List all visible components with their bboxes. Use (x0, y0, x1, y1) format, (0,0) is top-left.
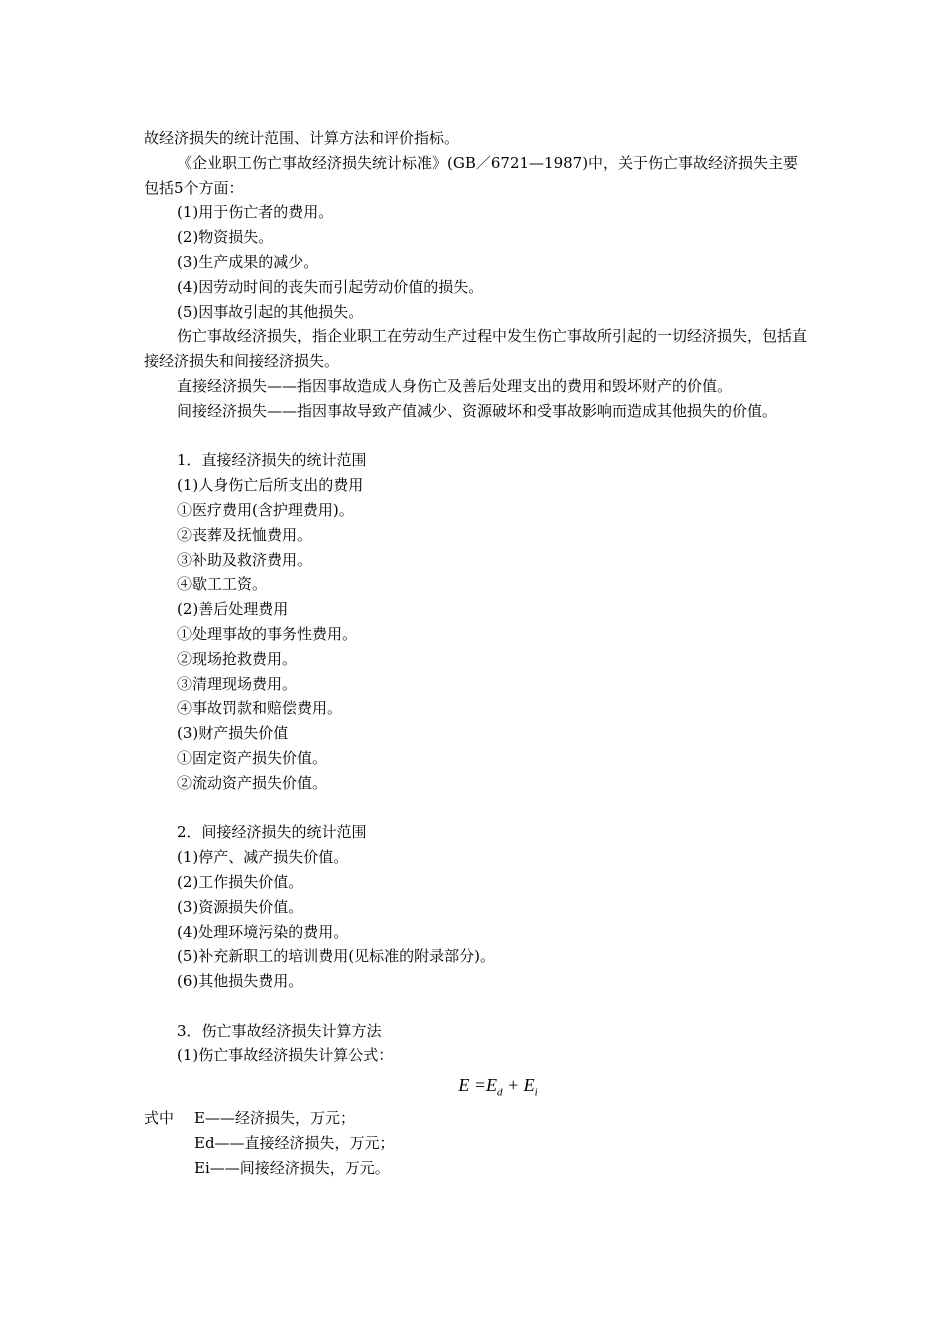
list-item: ③清理现场费用。 (177, 674, 298, 693)
list-item: (3)财产损失价值 (177, 724, 289, 743)
list-item: ①固定资产损失价值。 (177, 748, 328, 767)
definition-item: E——经济损失，万元； (194, 1109, 355, 1128)
section-heading: 1．直接经济损失的统计范围 (177, 451, 367, 470)
standard-paragraph: 《企业职工伤亡事故经济损失统计标准》(GB／6721—1987)中，关于伤亡事故经济损失主要包括5个方面： (144, 153, 799, 197)
formula-sub-indirect: i (534, 1086, 538, 1099)
definition-item: Ed——直接经济损失，万元； (194, 1134, 395, 1153)
list-item: (1)人身伤亡后所支出的费用 (177, 476, 364, 495)
list-item: (1)用于伤亡者的费用。 (177, 203, 334, 222)
formula-plus: + (506, 1075, 520, 1096)
spacer (144, 994, 808, 1019)
formula-lhs: E (458, 1075, 470, 1096)
list-item: (6)其他损失费用。 (177, 972, 304, 991)
section-heading: 2．间接经济损失的统计范围 (177, 823, 367, 842)
list-item: (2)物资损失。 (177, 228, 274, 247)
direct-loss-paragraph: 直接经济损失——指因事故造成人身伤亡及善后处理支出的费用和毁坏财产的价值。 (177, 376, 733, 395)
list-item: ④事故罚款和赔偿费用。 (177, 699, 343, 718)
list-item: ①医疗费用(含护理费用)。 (177, 500, 354, 519)
list-item: ④歇工工资。 (177, 575, 268, 594)
where-label: 式中 (144, 1109, 175, 1128)
document-page (144, 126, 808, 1181)
formula-sub-direct: d (496, 1086, 503, 1099)
spacer (144, 796, 808, 821)
section-heading: 3．伤亡事故经济损失计算方法 (177, 1021, 382, 1040)
definition-item: Ei——间接经济损失，万元。 (194, 1158, 390, 1177)
list-item: (2)善后处理费用 (177, 600, 289, 619)
list-item: (5)补充新职工的培训费用(见标准的附录部分)。 (177, 947, 495, 966)
list-item: (1)停产、减产损失价值。 (177, 848, 349, 867)
list-item: ①处理事故的事务性费用。 (177, 624, 358, 643)
list-item: (2)工作损失价值。 (177, 872, 304, 891)
list-item: (4)因劳动时间的丧失而引起劳动价值的损失。 (177, 277, 484, 296)
intro-line: 故经济损失的统计范围、计算方法和评价指标。 (144, 129, 460, 147)
loss-formula (144, 1070, 808, 1100)
formula-intro: (1)伤亡事故经济损失计算公式： (177, 1046, 394, 1065)
formula-equals: = (473, 1075, 486, 1096)
list-item: ②流动资产损失价值。 (177, 773, 328, 792)
list-item: (3)生产成果的减少。 (177, 252, 319, 271)
list-item: (4)处理环境污染的费用。 (177, 922, 349, 941)
list-item: (3)资源损失价值。 (177, 897, 304, 916)
list-item: ③补助及救济费用。 (177, 550, 313, 569)
spacer (144, 424, 808, 449)
variable-definitions (144, 1106, 808, 1180)
formula-term-direct: E (485, 1075, 497, 1096)
formula-term-indirect: E (523, 1075, 535, 1096)
list-item: (5)因事故引起的其他损失。 (177, 302, 364, 321)
indirect-loss-paragraph: 间接经济损失——指因事故导致产值减少、资源破坏和受事故影响而造成其他损失的价值。 (177, 401, 778, 420)
list-item: ②现场抢救费用。 (177, 649, 298, 668)
list-item: ②丧葬及抚恤费用。 (177, 525, 313, 544)
definition-paragraph: 伤亡事故经济损失，指企业职工在劳动生产过程中发生伤亡事故所引起的一切经济损失，包括直接经济损失和间接经济损失。 (144, 327, 808, 371)
